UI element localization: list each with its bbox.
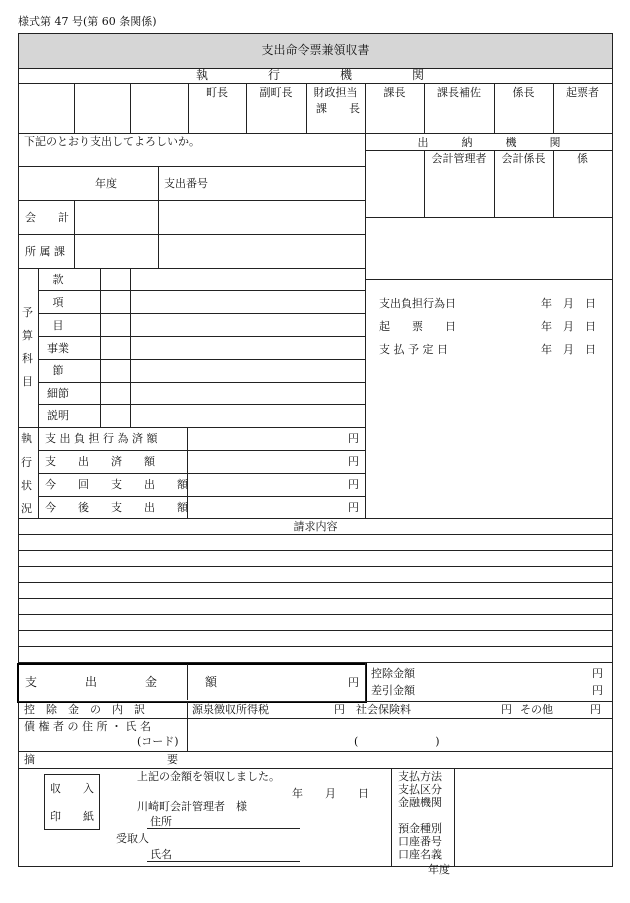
footer-year-label: 年度 (428, 863, 450, 876)
col-unit-chief: 係長 (512, 86, 535, 99)
request-content-label: 請求内容 (293, 520, 338, 533)
stamp-line-1: 収 入 (50, 782, 94, 795)
col-mayor: 町長 (206, 86, 228, 99)
receipt-date: 年 月 日 (292, 787, 369, 800)
status-label-4: 況 (21, 502, 32, 515)
date-label-drafted: 起 票 日 (379, 320, 456, 333)
col-deputy-mayor: 副町長 (259, 86, 293, 99)
budget-row-saisetsu: 細節 (47, 387, 69, 400)
budget-row-kan: 款 (52, 273, 64, 286)
col-accounting-chief: 会計係長 (501, 152, 546, 165)
status-row-current: 今 回 支 出 額 (45, 478, 188, 491)
deposit-type-label: 預金種別 (398, 822, 442, 835)
status-row-obligated: 支 出 負 担 行 為 済 額 (45, 432, 158, 445)
deduction-item-tax: 源泉徴収所得税 (192, 703, 269, 716)
status-label-1: 執 (21, 432, 32, 445)
treasury-heading: 出 納 機 関 (417, 136, 561, 149)
budget-row-kou: 項 (52, 296, 64, 309)
deduction-unit-insurance: 円 (501, 703, 512, 716)
account-name-label: 口座名義 (398, 848, 442, 861)
payment-category-label: 支払区分 (398, 783, 442, 796)
budget-row-moku: 目 (52, 319, 64, 332)
net-amount-label: 差引金額 (371, 684, 415, 697)
stamp-line-2: 印 紙 (50, 810, 94, 823)
status-unit-future: 円 (348, 501, 359, 514)
date-value-obligation: 年 月 日 (541, 297, 596, 310)
payment-amount-unit: 円 (348, 676, 359, 689)
net-amount-unit: 円 (592, 684, 603, 697)
col-finance-manager: 財政担当 (313, 86, 358, 99)
status-unit-obligated: 円 (348, 432, 359, 445)
receipt-addressee: 川崎町会計管理者 様 (137, 800, 247, 813)
financial-institution-label: 金融機関 (398, 796, 442, 809)
accounting-label: 会 計 (25, 211, 69, 224)
deduction-unit-other: 円 (590, 703, 601, 716)
receipt-text: 上記の金額を領収しました。 (137, 770, 280, 783)
status-unit-current: 円 (348, 478, 359, 491)
deduction-detail-label: 控 除 金 の 内 訳 (24, 703, 145, 716)
page-title: 支出命令票兼領収書 (261, 43, 370, 57)
budget-row-setsu: 節 (52, 364, 64, 377)
deduction-amount-label: 控除金額 (371, 667, 415, 680)
budget-row-explanation: 説明 (47, 409, 69, 422)
col-accounting-manager: 会計管理者 (431, 152, 487, 165)
payment-amount-label: 支 出 金 額 (25, 675, 218, 689)
status-label-2: 行 (21, 456, 32, 469)
budget-row-project: 事業 (47, 342, 69, 355)
execution-org-heading: 執 行 機 関 (195, 68, 424, 82)
fiscal-year-label: 年度 (95, 177, 117, 190)
deduction-item-other: その他 (520, 703, 553, 716)
col-section-chief: 課長 (383, 86, 406, 99)
creditor-code-label: (コード) (137, 735, 179, 748)
budget-label-4: 目 (22, 375, 33, 388)
receipt-name-label: 氏名 (150, 848, 172, 861)
summary-label: 摘 要 (24, 753, 178, 766)
form-number: 様式第 47 号(第 60 条関係) (18, 15, 157, 28)
status-label-3: 状 (21, 479, 32, 492)
budget-label-2: 算 (22, 329, 33, 342)
budget-label-3: 科 (22, 352, 33, 365)
deduction-item-insurance: 社会保険料 (356, 703, 411, 716)
date-value-drafted: 年 月 日 (541, 320, 596, 333)
payment-method-label: 支払方法 (398, 770, 442, 783)
status-row-paid: 支 出 済 額 (45, 455, 155, 468)
creditor-paren: ( ) (354, 735, 440, 748)
col-drafter: 起票者 (566, 86, 599, 99)
col-clerk: 係 (577, 152, 588, 165)
status-row-future: 今 後 支 出 額 (45, 501, 188, 514)
col-assistant-chief: 課長補佐 (437, 86, 481, 99)
date-value-scheduled: 年 月 日 (541, 343, 596, 356)
status-unit-paid: 円 (348, 455, 359, 468)
department-label: 所 属 課 (25, 245, 65, 258)
date-label-obligation: 支出負担行為日 (379, 297, 456, 310)
account-number-label: 口座番号 (398, 835, 442, 848)
date-label-scheduled: 支 払 予 定 日 (379, 343, 448, 356)
deduction-unit-tax: 円 (334, 703, 345, 716)
deduction-amount-unit: 円 (592, 667, 603, 680)
approval-text: 下記のとおり支出してよろしいか。 (24, 135, 200, 148)
creditor-label: 債 権 者 の 住 所 ・ 氏 名 (24, 720, 151, 733)
payment-number-label: 支出番号 (164, 177, 208, 190)
col-finance-manager-2: 課 長 (316, 102, 360, 115)
budget-label-1: 予 (22, 306, 33, 319)
receipt-address-label: 住所 (150, 815, 172, 828)
receipt-recipient-label: 受取人 (116, 832, 149, 845)
